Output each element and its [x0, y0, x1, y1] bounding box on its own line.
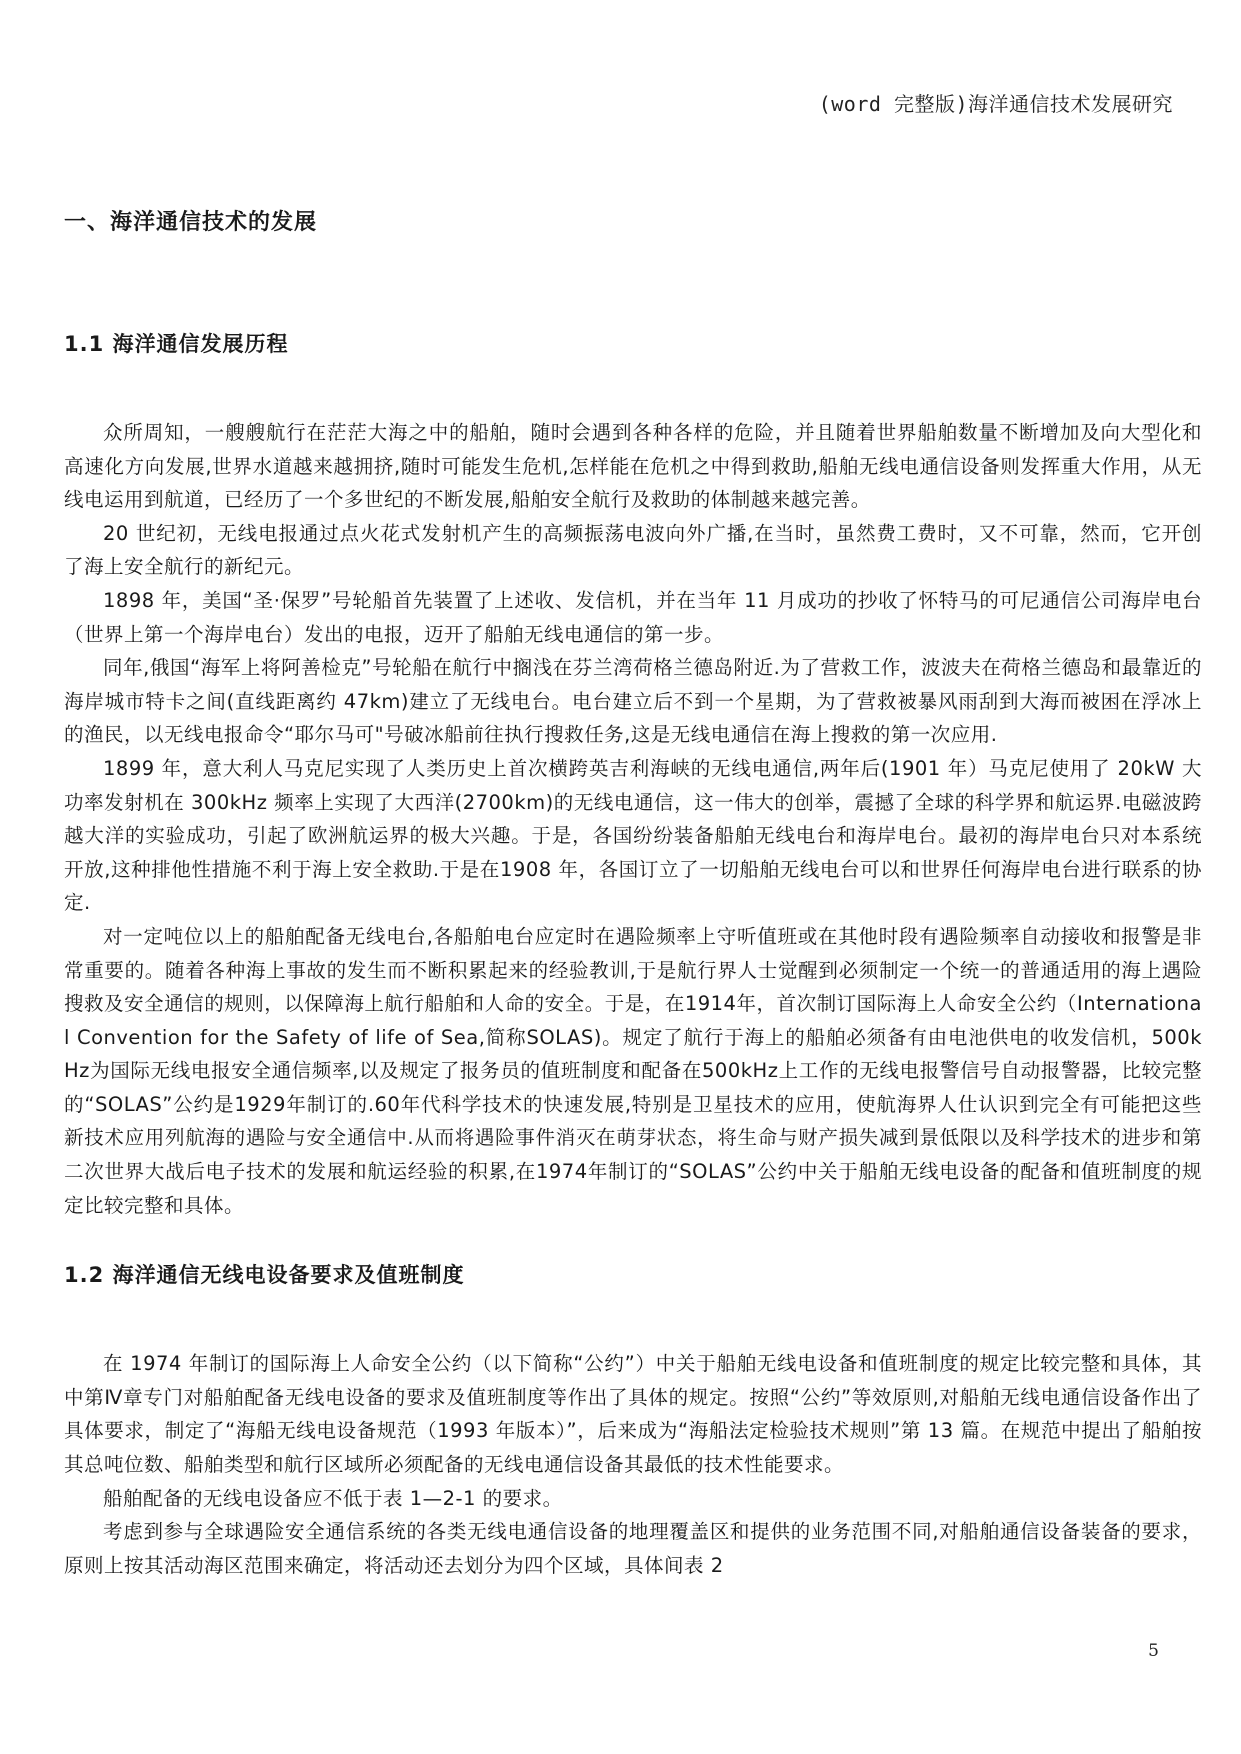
paragraph: 1898 年，美国“圣·保罗”号轮船首先装置了上述收、发信机，并在当年 11 月成功的抄收了怀特马的可尼通信公司海岸电台（世界上第一个海岸电台）发出的电报，迈开了船舶无线电通信的第一步。	[64, 588, 1202, 646]
running-header: (word 完整版)海洋通信技术发展研究	[818, 92, 1173, 116]
page-number: 5	[1148, 1641, 1159, 1661]
document-body	[64, 205, 1202, 1582]
paragraph: 在 1974 年制订的国际海上人命安全公约（以下简称“公约”）中关于船舶无线电设备和值班制度的规定比较完整和具体，其中第Ⅳ章专门对船舶配备无线电设备的要求及值班制度等作出了具体的规定。按照“公约”等效原则,对船舶无线电通信设备作出了具体要求，制定了“海船无线电设备规范（1993 年版本）”，后来成为“海船法定检验技术规则”第 13 篇。在规范中提出了船舶按其总吨位数、船舶类型和航行区域所必须配备的无线电通信设备其最低的技术性能要求。	[64, 1352, 1202, 1477]
paragraph: 考虑到参与全球遇险安全通信系统的各类无线电通信设备的地理覆盖区和提供的业务范围不同,对船舶通信设备装备的要求，原则上按其活动海区范围来确定，将活动还去划分为四个区域，具体间表 2	[64, 1520, 1202, 1577]
section-heading-main: 一、海洋通信技术的发展	[64, 210, 318, 235]
paragraph: 对一定吨位以上的船舶配备无线电台,各船舶电台应定时在遇险频率上守听值班或在其他时段有遇险频率自动接收和报警是非常重要的。随着各种海上事故的发生而不断积累起来的经验教训,于是航行界人士觉醒到必须制定一个统一的普通适用的海上遇险搜救及安全通信的规则，以保障海上航行船舶和人命的安全。于是，在1914年，首次制订国际海上人命安全公约（International Convention for the Safety of life of Sea,简称SOLAS)。规定了航行于海上的船舶必须备有由电池供电的收发信机，500kHz为国际无线电报安全通信频率,以及规定了报务员的值班制度和配备在500kHz上工作的无线电报警信号自动报警器，比较完整的“SOLAS”公约是1929年制订的.60年代科学技术的快速发展,特别是卫星技术的应用，使航海界人仕认识到完全有可能把这些新技术应用列航海的遇险与安全通信中.从而将遇险事件消灭在萌芽状态，将生命与财产损失减到景低限以及科学技术的进步和第二次世界大战后电子技术的发展和航运经验的积累,在1974年制订的“SOLAS”公约中关于船舶无线电设备的配备和值班制度的规定比较完整和具体。	[64, 924, 1202, 1217]
subsection-heading-1-1: 1.1 海洋通信发展历程	[64, 332, 289, 356]
paragraph: 船舶配备的无线电设备应不低于表 1—2-1 的要求。	[103, 1486, 563, 1510]
paragraph: 20 世纪初，无线电报通过点火花式发射机产生的高频振荡电波向外广播,在当时，虽然费工费时，又不可靠，然而，它开创了海上安全航行的新纪元。	[64, 521, 1202, 579]
paragraph: 众所周知，一艘艘航行在茫茫大海之中的船舶，随时会遇到各种各样的危险，并且随着世界船舶数量不断增加及向大型化和高速化方向发展,世界水道越来越拥挤,随时可能发生危机,怎样能在危机之中得到救助,船舶无线电通信设备则发挥重大作用，从无线电运用到航道，已经历了一个多世纪的不断发展,船舶安全航行及救助的体制越来越完善。	[64, 421, 1202, 512]
paragraph: 1899 年，意大利人马克尼实现了人类历史上首次横跨英吉利海峡的无线电通信,两年后(1901 年）马克尼使用了 20kW 大功率发射机在 300kHz 频率上实现了大西洋(2700km)的无线电通信，这一伟大的创举，震撼了全球的科学界和航运界.电磁波跨越大洋的实验成功，引起了欧洲航运界的极大兴趣。于是，各国纷纷装备船舶无线电台和海岸电台。最初的海岸电台只对本系统开放,这种排他性措施不利于海上安全救助.于是在1908 年，各国订立了一切船舶无线电台可以和世界任何海岸电台进行联系的协定.	[64, 756, 1202, 915]
subsection-heading-1-2: 1.2 海洋通信无线电设备要求及值班制度	[64, 1263, 465, 1288]
paragraph: 同年,俄国“海军上将阿善检克”号轮船在航行中搁浅在芬兰湾荷格兰德岛附近.为了营救工作，波波夫在荷格兰德岛和最靠近的海岸城市特卡之间(直线距离约 47km)建立了无线电台。电台建立后不到一个星期，为了营救被暴风雨刮到大海而被困在浮冰上的渔民，以无线电报命令“耶尔马可"号破冰船前往执行搜救任务,这是无线电通信在海上搜救的第一次应用.	[64, 656, 1202, 747]
